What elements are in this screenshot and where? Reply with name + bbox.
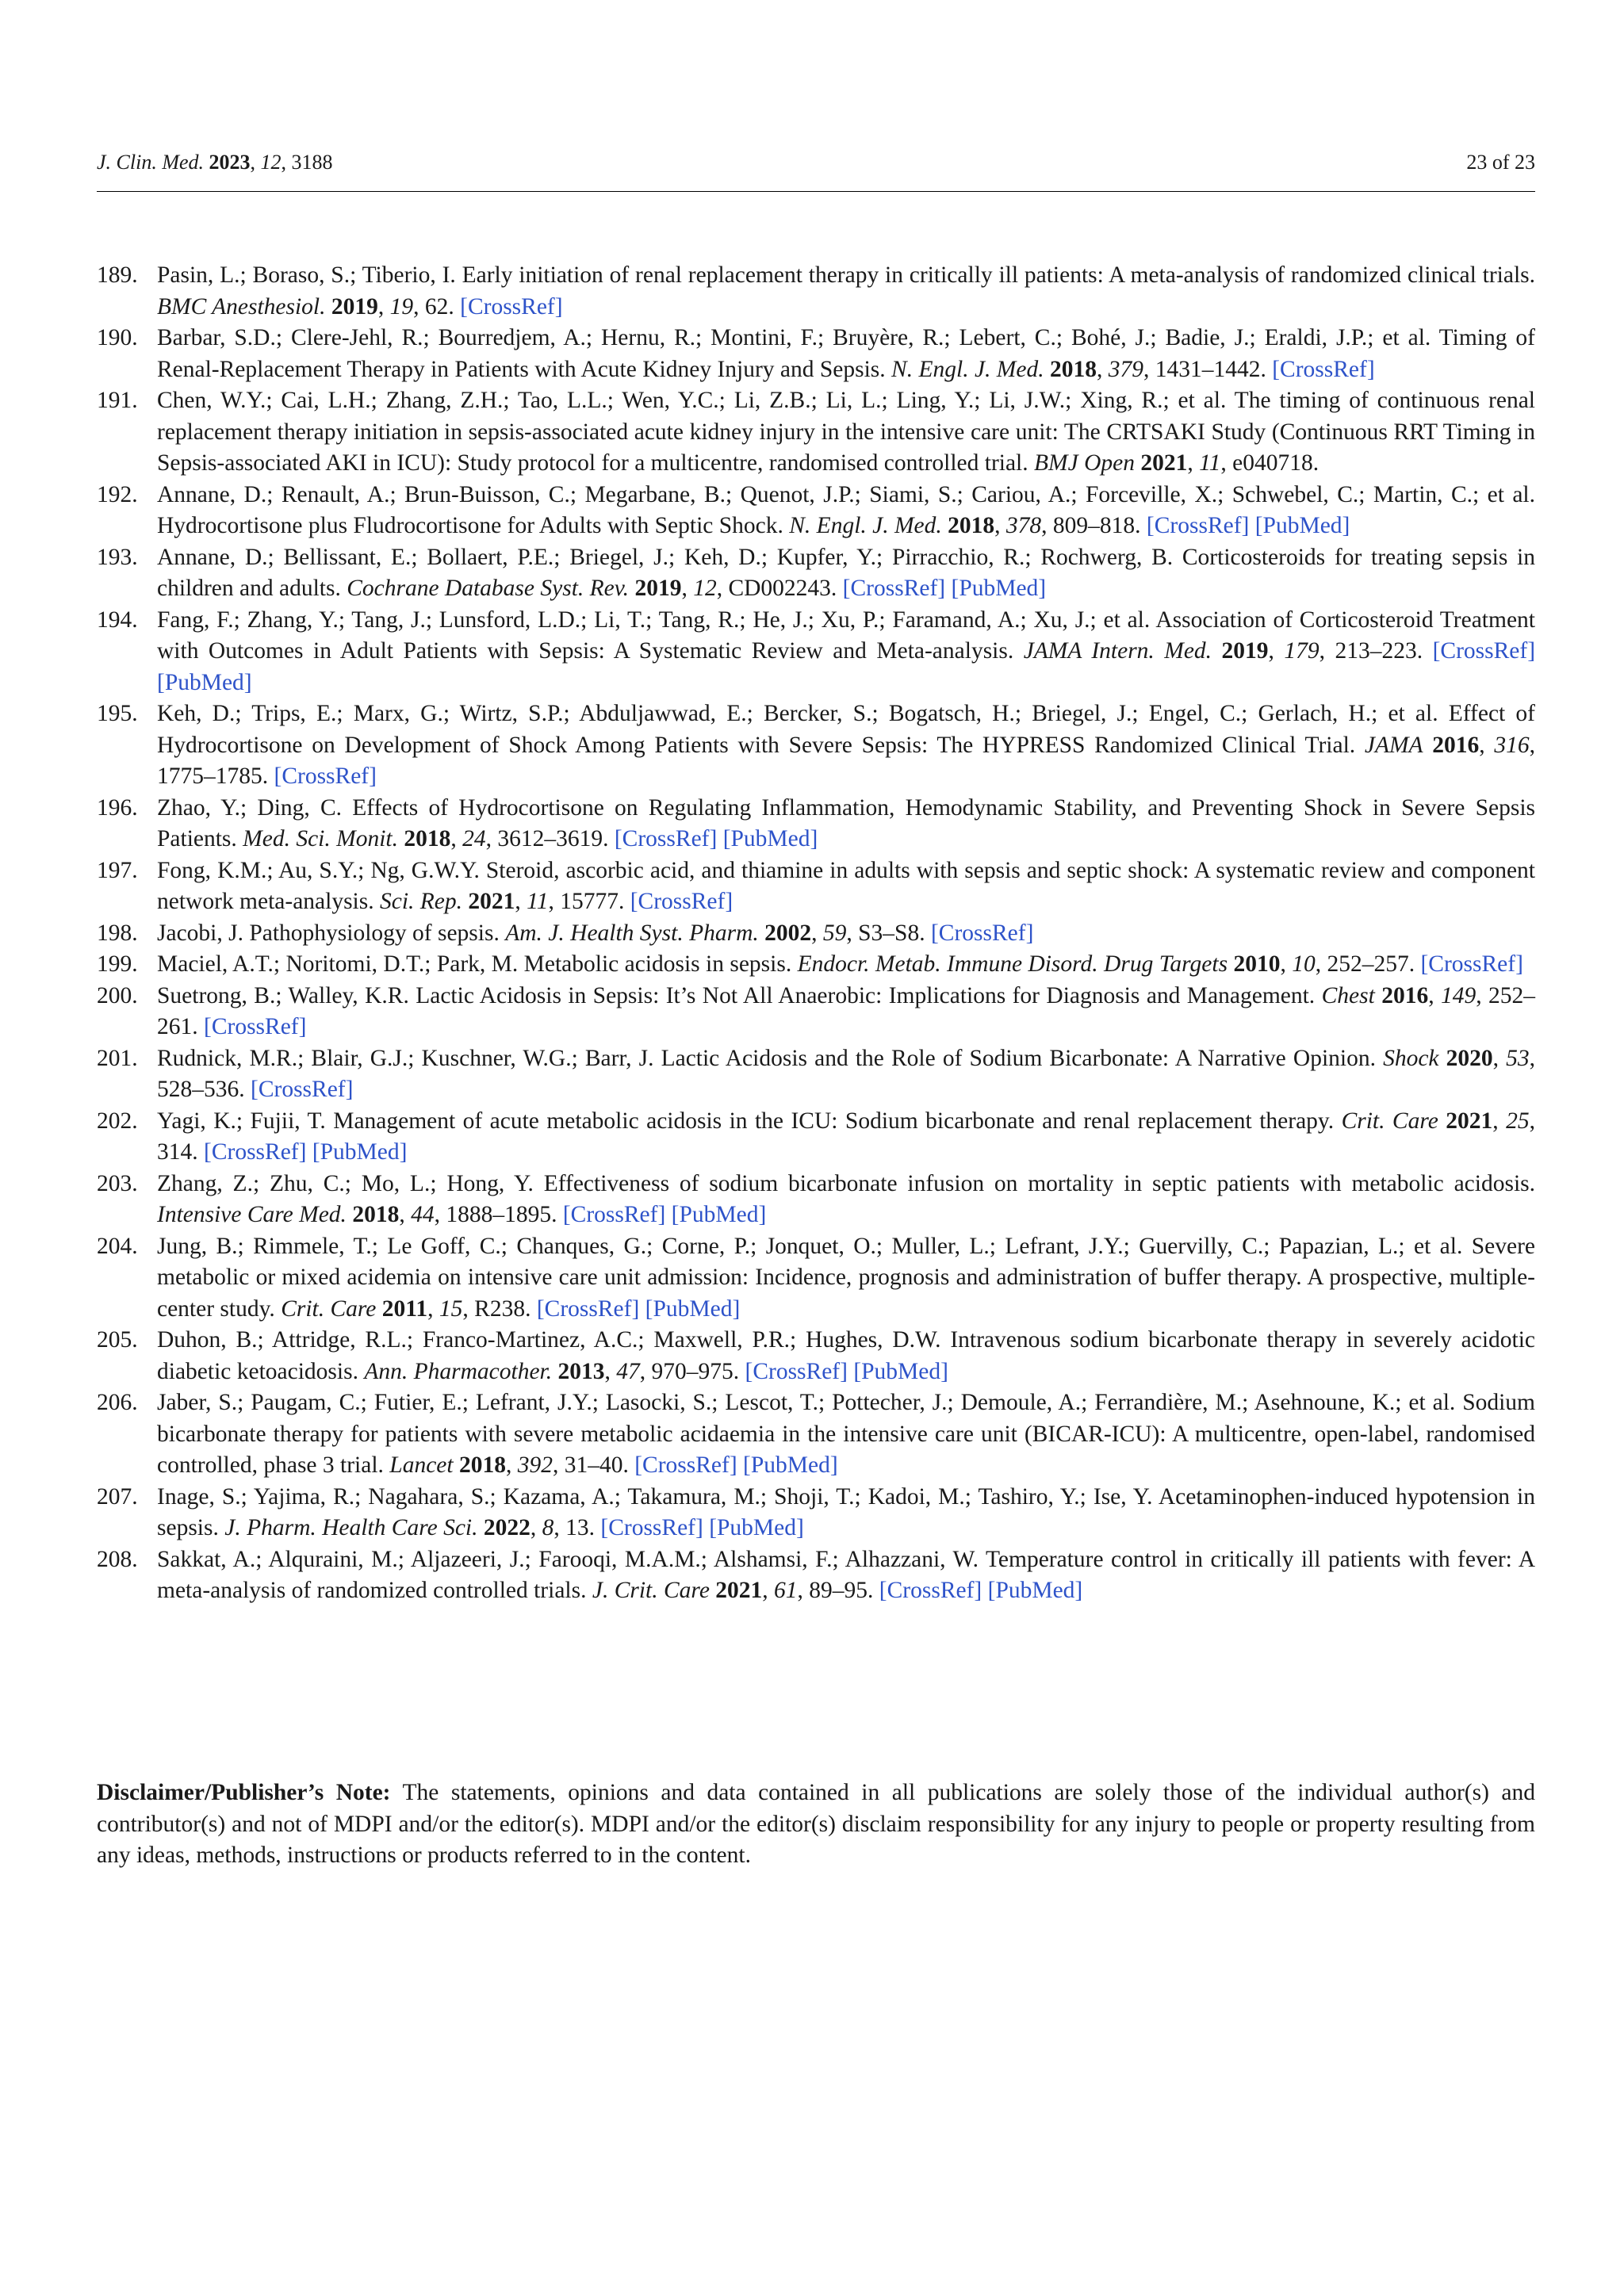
reference-text: Annane, D.; Bellissant, E.; Bollaert, P.E.; Briegel, J.; Keh, D.; Kupfer, Y.; Pirracchio, R.; Rochwerg, B. Corticosteroids for treating sepsis in children and adults.	[157, 544, 1535, 601]
reference-italic-text: Ann. Pharmacother.	[364, 1358, 553, 1384]
reference-number: 203.	[97, 1170, 138, 1196]
reference-italic-text: Intensive Care Med.	[157, 1202, 347, 1227]
reference-number: 205.	[97, 1327, 138, 1353]
reference-italic-text: BMJ Open	[1034, 450, 1135, 476]
reference-number: 206.	[97, 1390, 138, 1415]
reference-text: , 13.	[553, 1515, 601, 1540]
reference-text: ,	[530, 1515, 542, 1540]
reference-text: , 252–261.	[157, 982, 1536, 1039]
reference-italic-text: 53	[1506, 1045, 1530, 1071]
reference-italic-text: 392	[517, 1452, 553, 1478]
reference-item	[97, 1231, 1535, 1326]
reference-italic-text: 12	[693, 576, 717, 601]
reference-number: 208.	[97, 1546, 138, 1572]
reference-italic-text: 59	[822, 920, 847, 946]
pubmed-link[interactable]: [PubMed]	[951, 576, 1047, 601]
reference-text: ,	[450, 826, 463, 851]
reference-item	[97, 260, 1535, 323]
reference-text: ,	[505, 1452, 518, 1478]
reference-year: 2018	[352, 1202, 400, 1227]
disclaimer-label: Disclaimer/Publisher’s Note:	[97, 1780, 391, 1805]
reference-text: Suetrong, B.; Walley, K.R. Lactic Acidosis in Sepsis: It’s Not All Anaerobic: Implications for Diagnosis and Management.	[157, 982, 1322, 1008]
reference-text: Jung, B.; Rimmele, T.; Le Goff, C.; Chanques, G.; Corne, P.; Jonquet, O.; Muller, L.; Lefrant, J.Y.; Guervilly, C.; Papazian, L.; et al. Severe metabolic or mixed acidemia on intensive care unit admission: Incidence, prognosis and administration of buffer therapy. A prospective, multiple-center study.	[157, 1233, 1535, 1322]
pubmed-link[interactable]: [PubMed]	[1254, 513, 1350, 538]
reference-italic-text: 8	[542, 1515, 554, 1540]
pubmed-link[interactable]: [PubMed]	[743, 1452, 838, 1478]
reference-italic-text: 10	[1292, 951, 1316, 977]
reference-text: , 3612–3619.	[485, 826, 615, 851]
reference-italic-text: BMC Anesthesiol.	[157, 293, 326, 320]
reference-text: ,	[762, 1578, 775, 1603]
reference-year: 2002	[764, 920, 812, 946]
reference-text	[454, 1452, 459, 1478]
reference-text: Chen, W.Y.; Cai, L.H.; Zhang, Z.H.; Tao, L.L.; Wen, Y.C.; Li, Z.B.; Li, L.; Ling, Y.; Li, J.W.; Xing, R.; et al. The timing of continuous renal replacement therapy initiation in sepsis-associated acute kidney injury in the intensive care unit: The CRTSAKI Study (Continuous RRT Timing in Sepsis-associated AKI in ICU): Study protocol for a multicentre, randomised controlled trial.	[157, 388, 1535, 476]
reference-number: 192.	[97, 481, 138, 507]
reference-item	[97, 385, 1535, 480]
reference-text: Sakkat, A.; Alquraini, M.; Aljazeeri, J.; Farooqi, M.A.M.; Alshamsi, F.; Alhazzani, W. Temperature control in critically ill patients with fever: A meta-analysis of randomized controlled trials.	[157, 1546, 1535, 1603]
reference-italic-text: 379	[1108, 356, 1143, 382]
reference-italic-text: 11	[527, 889, 549, 914]
reference-text	[1439, 1046, 1446, 1071]
reference-text	[376, 1296, 381, 1322]
reference-item	[97, 323, 1535, 385]
pubmed-link[interactable]: [PubMed]	[987, 1578, 1083, 1603]
reference-italic-text: JAMA	[1364, 732, 1423, 758]
reference-item	[97, 480, 1535, 542]
reference-text	[945, 576, 951, 601]
crossref-link[interactable]: [CrossRef]	[614, 826, 718, 851]
reference-number: 207.	[97, 1483, 138, 1510]
crossref-link[interactable]: [CrossRef]	[879, 1578, 982, 1603]
reference-text	[478, 1515, 484, 1540]
pubmed-link[interactable]: [PubMed]	[157, 669, 252, 695]
reference-italic-text: Cochrane Database Syst. Rev.	[347, 576, 630, 601]
reference-text: Duhon, B.; Attridge, R.L.; Franco-Martinez, A.C.; Maxwell, P.R.; Hughes, D.W. Intravenous sodium bicarbonate therapy in severely acidotic diabetic ketoacidosis.	[157, 1327, 1535, 1384]
reference-text	[306, 1139, 312, 1165]
reference-italic-text: Am. J. Health Syst. Pharm.	[505, 920, 759, 946]
reference-item	[97, 981, 1535, 1043]
crossref-link[interactable]: [CrossRef]	[562, 1202, 666, 1227]
crossref-link[interactable]: [CrossRef]	[251, 1077, 354, 1102]
reference-text: Fang, F.; Zhang, Y.; Tang, J.; Lunsford, L.D.; Li, T.; Tang, R.; He, J.; Xu, P.; Faramand, A.; Xu, J.; et al. Association of Corticosteroid Treatment with Outcomes in Adult Patients with Sepsis: A Systematic Review and Meta-analysis.	[157, 607, 1535, 664]
reference-text: Fong, K.M.; Au, S.Y.; Ng, G.W.Y. Steroid, ascorbic acid, and thiamine in adults with sepsis and septic shock: A systematic review and component network meta-analysis.	[157, 857, 1535, 914]
reference-text	[1249, 513, 1254, 538]
journal-year: 2023	[209, 151, 251, 174]
reference-year: 2013	[557, 1358, 605, 1384]
reference-text	[639, 1296, 645, 1322]
reference-number: 195.	[97, 701, 138, 726]
crossref-link[interactable]: [CrossRef]	[1146, 513, 1250, 538]
reference-italic-text: 24	[462, 826, 486, 851]
reference-text: , 528–536.	[157, 1045, 1536, 1102]
reference-text: , 1888–1895.	[434, 1202, 563, 1227]
reference-italic-text: Shock	[1383, 1045, 1439, 1071]
reference-text: ,	[1492, 1108, 1507, 1134]
reference-text: Inage, S.; Yajima, R.; Nagahara, S.; Kazama, A.; Takamura, M.; Shoji, T.; Kadoi, M.; Tashiro, Y.; Ise, Y. Acetaminophen-induced hypotension in sepsis.	[157, 1483, 1535, 1540]
reference-item	[97, 1043, 1535, 1106]
reference-text: ,	[1268, 638, 1285, 664]
reference-number: 201.	[97, 1045, 138, 1071]
reference-italic-text: J. Pharm. Health Care Sci.	[224, 1515, 478, 1540]
crossref-link[interactable]: [CrossRef]	[1432, 638, 1536, 664]
reference-italic-text: 61	[774, 1578, 798, 1603]
reference-item	[97, 1387, 1535, 1482]
reference-number: 196.	[97, 794, 138, 821]
pubmed-link[interactable]: [PubMed]	[709, 1515, 804, 1540]
reference-text: ,	[1280, 951, 1293, 977]
reference-text	[326, 294, 331, 320]
reference-text: ,	[515, 889, 527, 914]
disclaimer	[97, 1777, 1535, 1872]
crossref-link[interactable]: [CrossRef]	[460, 293, 563, 320]
reference-italic-text: 316	[1494, 732, 1530, 758]
reference-text: , 213–223.	[1319, 638, 1433, 664]
reference-text: , e040718.	[1220, 450, 1320, 476]
reference-italic-text: 15	[439, 1295, 463, 1322]
pubmed-link[interactable]: [PubMed]	[853, 1358, 948, 1384]
reference-item	[97, 1169, 1535, 1231]
reference-year: 2016	[1381, 982, 1429, 1008]
reference-text: ,	[399, 1202, 412, 1227]
reference-year: 2020	[1446, 1045, 1493, 1071]
reference-text: , 31–40.	[552, 1452, 635, 1478]
reference-item	[97, 855, 1535, 918]
reference-text	[1212, 638, 1221, 664]
journal-citation: J. Clin. Med. 2023, 12, 3188	[97, 151, 333, 174]
crossref-link[interactable]: [CrossRef]	[1272, 356, 1375, 382]
reference-text: , S3–S8.	[846, 920, 931, 946]
reference-italic-text: JAMA Intern. Med.	[1023, 638, 1212, 664]
reference-italic-text: Endocr. Metab. Immune Disord. Drug Targets	[797, 951, 1228, 977]
reference-year: 2018	[404, 826, 451, 851]
reference-number: 199.	[97, 951, 138, 977]
reference-item	[97, 1106, 1535, 1169]
reference-number: 200.	[97, 982, 138, 1008]
reference-italic-text: 19	[389, 293, 414, 320]
crossref-link[interactable]: [CrossRef]	[930, 920, 1034, 946]
reference-text: , 252–257.	[1315, 951, 1421, 977]
reference-italic-text: 44	[411, 1202, 435, 1227]
reference-text: Zhang, Z.; Zhu, C.; Mo, L.; Hong, Y. Effectiveness of sodium bicarbonate infusion on mortality in septic patients with metabolic acidosis.	[157, 1170, 1535, 1196]
reference-year: 2022	[483, 1515, 530, 1540]
reference-text: , 62.	[413, 293, 461, 320]
crossref-link[interactable]: [CrossRef]	[630, 889, 733, 914]
disclaimer-text: The statements, opinions and data contained in all publications are solely those of the individual author(s) and contributor(s) and not of MDPI and/or the editor(s). MDPI and/or the editor(s) disclaim responsibility for any injury to people or property resulting from any ideas, methods, instructions or products referred to in the content.	[97, 1780, 1535, 1868]
reference-number: 193.	[97, 544, 138, 570]
reference-text: ,	[377, 293, 390, 320]
reference-text: Jacobi, J. Pathophysiology of sepsis.	[157, 920, 506, 946]
reference-item	[97, 605, 1535, 699]
reference-text: , R238.	[462, 1295, 537, 1322]
reference-text	[737, 1452, 743, 1478]
reference-text	[665, 1202, 671, 1227]
reference-italic-text: Chest	[1321, 982, 1375, 1008]
reference-italic-text: 378	[1005, 513, 1042, 538]
reference-text: , 809–818.	[1041, 513, 1147, 538]
reference-italic-text: J. Crit. Care	[592, 1578, 710, 1603]
journal-volume: 12	[260, 151, 282, 174]
reference-italic-text: Crit. Care	[281, 1295, 377, 1322]
crossref-link[interactable]: [CrossRef]	[536, 1295, 640, 1322]
crossref-link[interactable]: [CrossRef]	[274, 763, 377, 789]
reference-italic-text: 149	[1440, 982, 1477, 1008]
reference-text: ,	[1428, 982, 1441, 1008]
reference-item	[97, 698, 1535, 793]
reference-text: Jaber, S.; Paugam, C.; Futier, E.; Lefrant, J.Y.; Lasocki, S.; Lescot, T.; Pottecher, J.; Demoule, A.; Ferrandière, M.; Asehnoune, K.; et al. Sodium bicarbonate therapy for patients with severe metabolic acidaemia in the intensive care unit (BICAR-ICU): A multicentre, open-label, randomised controlled, phase 3 trial.	[157, 1390, 1535, 1478]
reference-year: 2011	[381, 1295, 428, 1322]
reference-year: 2018	[458, 1452, 506, 1478]
reference-number: 202.	[97, 1108, 138, 1134]
reference-number: 197.	[97, 857, 138, 883]
reference-text: , 15777.	[548, 889, 630, 914]
reference-number: 189.	[97, 262, 138, 288]
reference-italic-text: 47	[616, 1358, 640, 1384]
reference-text: Zhao, Y.; Ding, C. Effects of Hydrocortisone on Regulating Inflammation, Hemodynamic Stability, and Preventing Shock in Severe Sepsis Patients.	[157, 794, 1535, 851]
reference-number: 198.	[97, 920, 138, 946]
article-number: 3188	[291, 151, 333, 174]
reference-year: 2021	[468, 889, 515, 914]
pubmed-link[interactable]: [PubMed]	[312, 1139, 408, 1165]
reference-text	[982, 1578, 987, 1603]
reference-text: ,	[427, 1295, 439, 1322]
pubmed-link[interactable]: [PubMed]	[671, 1202, 767, 1227]
reference-text: Rudnick, M.R.; Blair, G.J.; Kuschner, W.G.; Barr, J. Lactic Acidosis and the Role of Sodium Bicarbonate: A Narrative Opinion.	[157, 1045, 1384, 1071]
journal-name: J. Clin. Med.	[97, 151, 205, 174]
reference-text: , 1775–1785.	[157, 732, 1535, 789]
reference-year: 2019	[331, 293, 378, 320]
reference-text: ,	[681, 576, 694, 601]
reference-text: , 314.	[157, 1108, 1535, 1165]
reference-number: 190.	[97, 325, 138, 350]
reference-text: ,	[1479, 732, 1495, 758]
reference-italic-text: Lancet	[389, 1452, 454, 1478]
reference-number: 194.	[97, 607, 138, 633]
reference-text: , CD002243.	[716, 576, 843, 601]
reference-item	[97, 1482, 1535, 1544]
reference-item	[97, 1544, 1535, 1607]
crossref-link[interactable]: [CrossRef]	[745, 1358, 848, 1384]
reference-italic-text: Med. Sci. Monit.	[243, 826, 398, 851]
reference-number: 191.	[97, 388, 138, 413]
reference-text	[1044, 357, 1050, 382]
reference-year: 2010	[1233, 951, 1281, 977]
reference-year: 2016	[1432, 732, 1480, 758]
reference-text: ,	[1187, 450, 1200, 476]
reference-text	[717, 826, 722, 851]
reference-italic-text: 25	[1506, 1108, 1530, 1134]
reference-text	[1423, 733, 1433, 758]
reference-text: Maciel, A.T.; Noritomi, D.T.; Park, M. Metabolic acidosis in sepsis.	[157, 951, 798, 977]
reference-text: ,	[811, 920, 823, 946]
reference-item	[97, 918, 1535, 950]
reference-text: Pasin, L.; Boraso, S.; Tiberio, I. Early initiation of renal replacement therapy in critically ill patients: A meta-analysis of randomized clinical trials.	[157, 262, 1535, 288]
reference-year: 2019	[1221, 638, 1269, 664]
reference-list	[97, 260, 1535, 1607]
reference-item	[97, 1325, 1535, 1387]
reference-year: 2021	[1140, 450, 1188, 476]
pubmed-link[interactable]: [PubMed]	[722, 826, 818, 851]
reference-italic-text: 11	[1199, 450, 1221, 476]
pubmed-link[interactable]: [PubMed]	[645, 1295, 741, 1322]
reference-italic-text: N. Engl. J. Med.	[789, 513, 942, 538]
reference-text	[1375, 983, 1381, 1008]
reference-text	[552, 1359, 557, 1384]
reference-text: Barbar, S.D.; Clere-Jehl, R.; Bourredjem, A.; Hernu, R.; Montini, F.; Bruyère, R.; Lebert, C.; Bohé, J.; Badie, J.; Eraldi, J.P.; et al. Timing of Renal-Replacement Therapy in Patients with Acute Kidney Injury and Sepsis.	[157, 325, 1535, 382]
running-header	[97, 150, 1535, 183]
header-rule	[97, 191, 1535, 192]
crossref-link[interactable]: [CrossRef]	[204, 1139, 307, 1165]
page-number: 23 of 23	[1466, 151, 1535, 174]
reference-number: 204.	[97, 1233, 138, 1259]
reference-text: , 89–95.	[797, 1578, 879, 1603]
crossref-link[interactable]: [CrossRef]	[600, 1515, 703, 1540]
reference-item	[97, 949, 1535, 981]
reference-item	[97, 793, 1535, 855]
reference-text: , 970–975.	[639, 1358, 745, 1384]
reference-text: ,	[1096, 356, 1109, 382]
reference-text: , 1431–1442.	[1143, 356, 1273, 382]
reference-italic-text: 179	[1284, 638, 1320, 664]
reference-text: ,	[994, 513, 1006, 538]
reference-italic-text: Crit. Care	[1341, 1108, 1438, 1134]
reference-text: Yagi, K.; Fujii, T. Management of acute metabolic acidosis in the ICU: Sodium bicarbonate and renal replacement therapy.	[157, 1108, 1342, 1134]
reference-year: 2018	[948, 513, 995, 538]
reference-italic-text: N. Engl. J. Med.	[891, 356, 1044, 382]
crossref-link[interactable]: [CrossRef]	[204, 1014, 307, 1039]
reference-text	[1438, 1108, 1446, 1134]
crossref-link[interactable]: [CrossRef]	[634, 1452, 737, 1478]
reference-text: Annane, D.; Renault, A.; Brun-Buisson, C.; Megarbane, B.; Quenot, J.P.; Siami, S.; Cariou, A.; Forceville, X.; Schwebel, C.; Martin, C.; et al. Hydrocortisone plus Fludrocortisone for Adults with Septic Shock.	[157, 481, 1535, 538]
reference-year: 2021	[715, 1578, 763, 1603]
crossref-link[interactable]: [CrossRef]	[842, 576, 946, 601]
reference-italic-text: Sci. Rep.	[380, 889, 463, 914]
crossref-link[interactable]: [CrossRef]	[1420, 951, 1523, 977]
reference-year: 2021	[1446, 1108, 1493, 1134]
reference-year: 2019	[634, 576, 682, 601]
reference-item	[97, 542, 1535, 605]
reference-year: 2018	[1049, 356, 1097, 382]
reference-text: Keh, D.; Trips, E.; Marx, G.; Wirtz, S.P.; Abduljawwad, E.; Bercker, S.; Bogatsch, H.; Briegel, J.; Engel, C.; Gerlach, H.; et al. Effect of Hydrocortisone on Development of Shock Among Patients with Severe Sepsis: The HYPRESS Randomized Clinical Trial.	[157, 701, 1535, 758]
reference-text: ,	[604, 1358, 617, 1384]
reference-text: ,	[1492, 1045, 1507, 1071]
